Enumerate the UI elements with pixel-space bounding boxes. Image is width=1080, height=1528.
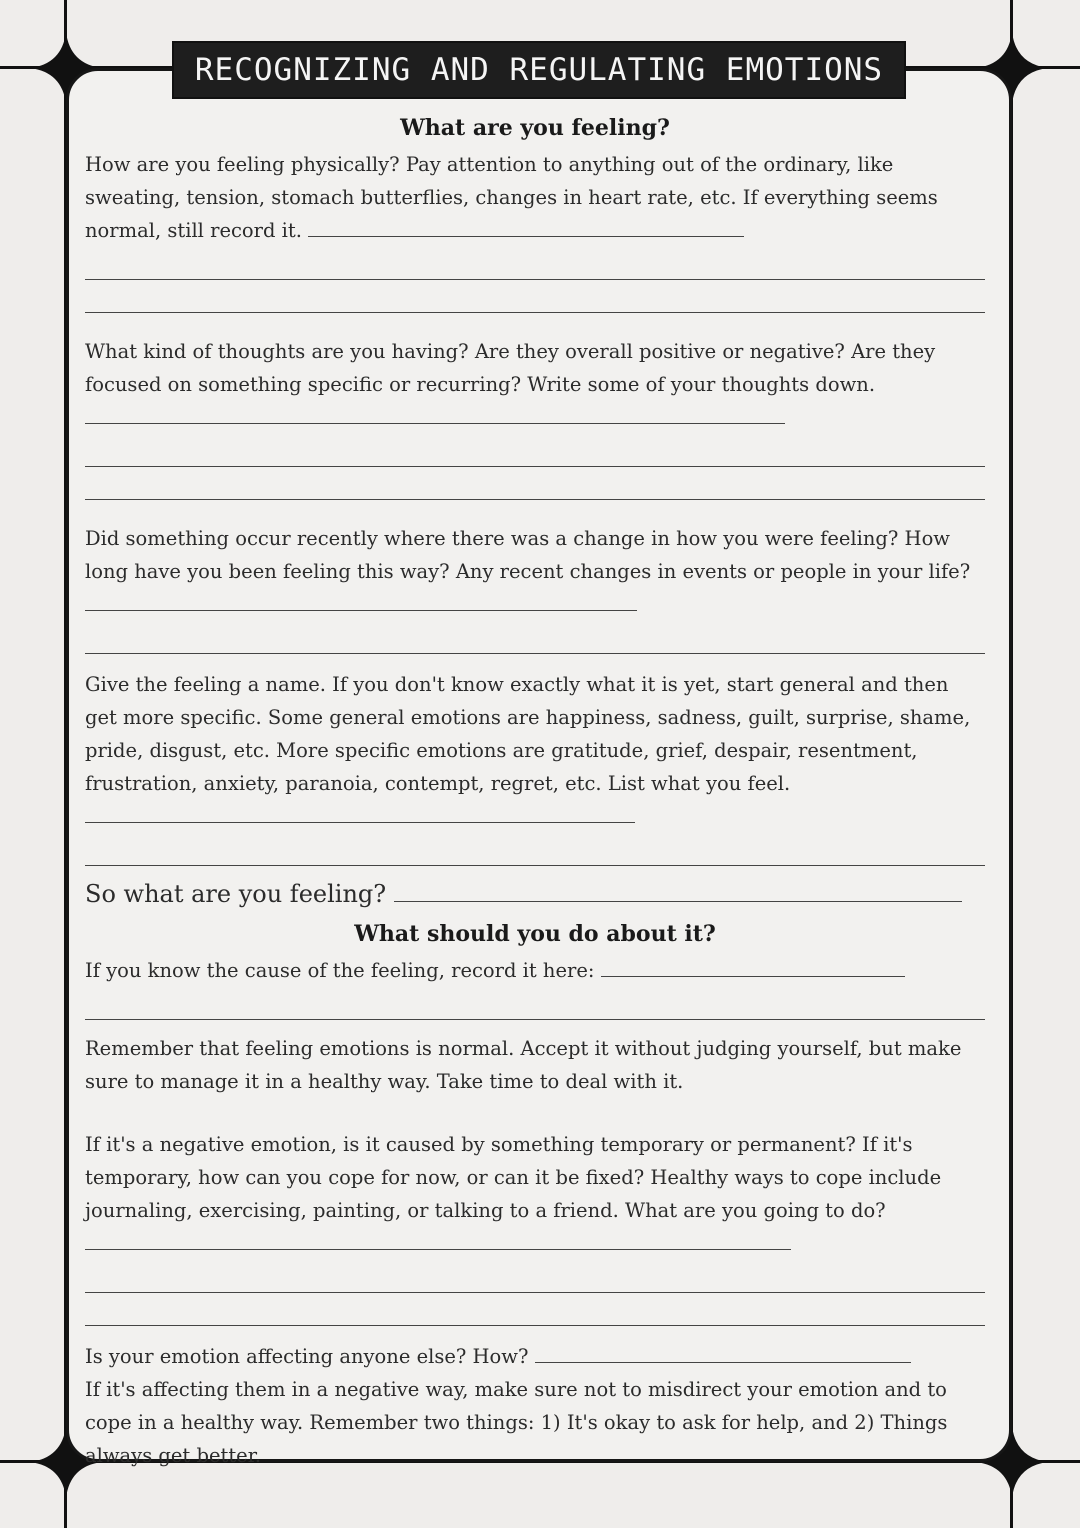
question-text: So what are you feeling? <box>85 880 387 908</box>
section-heading: What are you feeling? <box>400 115 670 141</box>
question-text: If it's a negative emotion, is it caused by something temporary or permanent? If it's temporary, how can you cope for now, or can it be fixed? Healthy ways to cope include journaling, exercising, painting, or talking to a friend. What are you going to do? <box>85 1133 942 1222</box>
question-text: If you know the cause of the feeling, record it here: <box>85 959 595 982</box>
section-heading: What should you do about it? <box>354 921 716 947</box>
question-text: Give the feeling a name. If you don't know exactly what it is yet, start general and then get more specific. Some general emotions are happiness, sadness, guilt, surprise, shame, pride, disgust, etc. More specific emotions are gratitude, grief, despair, resentment, frustration, anxiety, paranoia, contempt, regret, etc. List what you feel. <box>85 673 971 795</box>
question-text: Did something occur recently where there was a change in how you were feeling? How long have you been feeling this way? Any recent changes in events or people in your life? <box>85 527 971 583</box>
answer-line[interactable] <box>535 1361 911 1363</box>
question-summary <box>85 874 985 914</box>
answer-line[interactable] <box>394 900 962 902</box>
answer-line[interactable] <box>85 821 635 823</box>
question-name-feeling <box>85 668 985 833</box>
answer-line[interactable] <box>85 833 985 866</box>
question-thoughts <box>85 335 985 434</box>
answer-line[interactable] <box>85 1248 791 1250</box>
question-text: What kind of thoughts are you having? Are they overall positive or negative? Are they focused on something specific or recurring? Write some of your thoughts down. <box>85 340 936 396</box>
answer-line[interactable] <box>308 235 744 237</box>
answer-line[interactable] <box>85 422 785 424</box>
answer-line[interactable] <box>85 280 985 313</box>
question-text: Is your emotion affecting anyone else? How? <box>85 1345 529 1368</box>
answer-line[interactable] <box>85 434 985 467</box>
answer-line[interactable] <box>85 1260 985 1293</box>
answer-line[interactable] <box>85 621 985 654</box>
answer-line[interactable] <box>85 467 985 500</box>
answer-line[interactable] <box>85 987 985 1020</box>
question-affecting <box>85 1340 985 1373</box>
question-cause <box>85 954 985 987</box>
question-text: How are you feeling physically? Pay attention to anything out of the ordinary, like sweating, tension, stomach butterflies, changes in heart rate, etc. If everything seems normal, still record it. <box>85 153 938 242</box>
answer-line[interactable] <box>85 247 985 280</box>
info-paragraph: Remember that feeling emotions is normal. Accept it without judging yourself, but make sure to manage it in a healthy way. Take time to deal with it. <box>85 1037 962 1093</box>
question-events <box>85 522 985 621</box>
worksheet-content <box>85 108 985 1472</box>
page-title: RECOGNIZING AND REGULATING EMOTIONS <box>172 41 906 99</box>
answer-line[interactable] <box>601 975 905 977</box>
answer-line[interactable] <box>85 1293 985 1326</box>
closing-paragraph: If it's affecting them in a negative way, make sure not to misdirect your emotion and to cope in a healthy way. Remember two things: 1) It's okay to ask for help, and 2) Things always get better. <box>85 1378 948 1467</box>
answer-line[interactable] <box>85 609 637 611</box>
question-coping <box>85 1128 985 1260</box>
question-physical <box>85 148 985 247</box>
